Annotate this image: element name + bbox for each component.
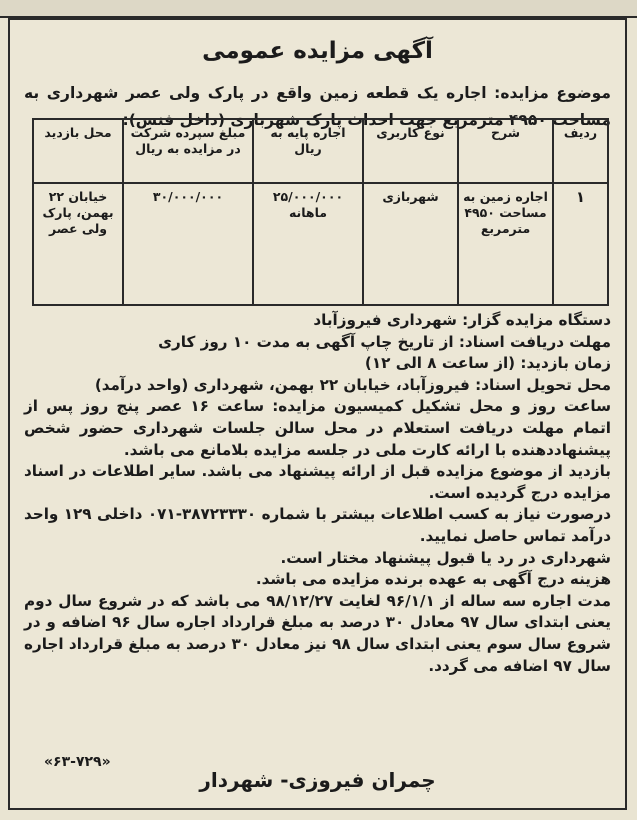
cell-usage: شهربازی bbox=[363, 183, 458, 305]
body-line-delivery-place: محل تحویل اسناد: فیروزآباد، خیابان ۲۲ بهمن، شهرداری (واحد درآمد) bbox=[94, 375, 611, 394]
cell-row-no: ۱ bbox=[553, 183, 608, 305]
table-header-row bbox=[33, 119, 608, 183]
notice-subject: موضوع مزایده: اجاره یک قطعه زمین واقع در پارک ولی عصر شهرداری به مساحت ۴۹۵۰ مترمربع جهت احداث پارک شهربازی (داخل فنس): bbox=[24, 84, 611, 129]
cell-description: اجاره زمین به مساحت ۴۹۵۰ مترمربع bbox=[458, 183, 553, 305]
mayor-signature: چمران فیروزی- شهردار bbox=[199, 768, 436, 792]
body-line-commission: ساعت روز و محل تشکیل کمیسیون مزایده: ساعت ۱۶ عصر پنج روز پس از اتمام مهلت دریافت استعلام در محل سالن جلسات شهرداری حضور شخص پیشنهاددهنده با ارائه کارت ملی در جلسه مزایده بلامانع می باشد. bbox=[24, 397, 612, 459]
header-usage: نوع کاربری bbox=[363, 119, 458, 183]
header-visit-place: محل بازدید bbox=[33, 119, 123, 183]
body-line-organizer: دستگاه مزایده گزار: شهرداری فیروزآباد bbox=[313, 311, 611, 329]
header-base-rent: اجاره پایه به ریال bbox=[253, 119, 363, 183]
auction-table bbox=[32, 118, 609, 306]
header-row-no: ردیف bbox=[553, 119, 608, 183]
notice-body bbox=[24, 310, 611, 677]
body-line-contact: درصورت نیاز به کسب اطلاعات بیشتر با شماره ۳۸۷۲۳۳۳۰-۰۷۱ داخلی ۱۲۹ واحد درآمد تماس حاصل نمایید. bbox=[24, 505, 611, 545]
body-line-visit-note: بازدید از موضوع مزایده قبل از ارائه پیشنهاد می باشد. سایر اطلاعات در اسناد مزایده درج گردیده است. bbox=[24, 462, 611, 502]
body-line-ad-cost: هزینه درج آگهی به عهده برنده مزایده می باشد. bbox=[255, 570, 611, 589]
header-deposit: مبلغ سپرده شرکت در مزایده به ریال bbox=[123, 119, 253, 183]
cell-visit-place: خیابان ۲۲ بهمن، پارک ولی عصر bbox=[33, 183, 123, 305]
body-line-rights: شهرداری در رد یا قبول پیشنهاد مختار است. bbox=[280, 548, 611, 567]
notice-title: آگهی مزایده عمومی bbox=[202, 38, 433, 64]
cell-base-rent: ۲۵/۰۰۰/۰۰۰ ماهانه bbox=[253, 183, 363, 305]
table-row bbox=[33, 183, 608, 305]
cell-deposit: ۳۰/۰۰۰/۰۰۰ bbox=[123, 183, 253, 305]
body-line-lease-term: مدت اجاره سه ساله از ۹۶/۱/۱ لغایت ۹۸/۱۲/۲۷ می باشد که در شروع سال دوم یعنی ابتدای سال ۹۷ معادل ۳۰ درصد به مبلغ قرارداد اجاره سال ۹۶ اضافه و در شروع سال سوم یعنی ابتدای سال ۹۸ نیز معادل ۳۰ درصد به مبلغ قرارداد اجاره سال ۹۷ اضافه می گردد. bbox=[24, 591, 611, 675]
header-description: شرح bbox=[458, 119, 553, 183]
top-strip bbox=[0, 0, 637, 18]
notice-frame bbox=[8, 18, 627, 810]
notice-code: «۶۳-۷۲۹» bbox=[44, 754, 111, 770]
body-line-deadline: مهلت دریافت اسناد: از تاریخ چاپ آگهی به مدت ۱۰ روز کاری bbox=[158, 332, 611, 351]
body-line-visit-time: زمان بازدید: (از ساعت ۸ الی ۱۲) bbox=[364, 354, 611, 373]
